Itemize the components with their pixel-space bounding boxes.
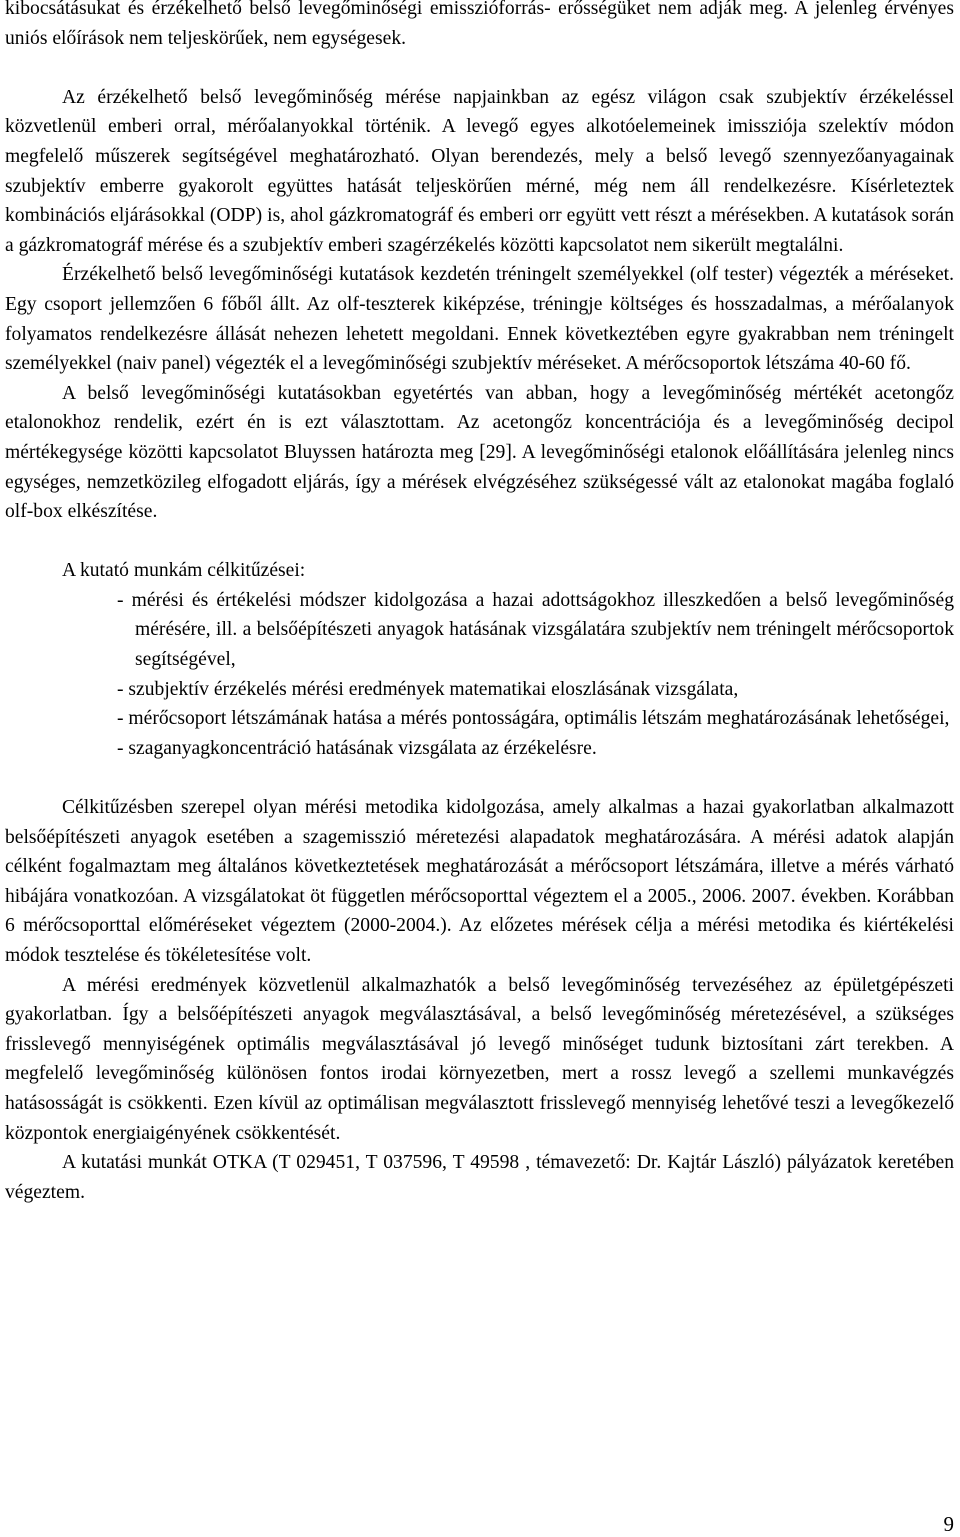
goals-heading: A kutató munkám célkitűzései: bbox=[62, 560, 306, 582]
paragraph-objectives: Célkitűzésben szerepel olyan mérési metodika kidolgozása, amely alkalmas a hazai gyakorlatban alkalmazott belsőépítészeti anyagok esetében a szagemisszió méretezési alapadatok meghatározására. A mérési adatok alapján célként fogalmaztam meg általános következtetések meghatározását a mérőcsoport létszámára, illetve a mérés várható hibájára vonatkozóan. A vizsgálatokat öt független mérőcsoporttal végeztem el a 2005., 2006. 2007. években. Korábban 6 mérőcsoporttal előméréseket végeztem (2000-2004.). Az előzetes mérések célja a mérési metodika és kiértékelési módok tesztelése és tökéletesítése volt. bbox=[5, 797, 954, 966]
paragraph-acetone-reference: A belső levegőminőségi kutatásokban egyetértés van abban, hogy a levegőminőség mértékét acetongőz etalonokhoz rendelik, ezért én is ezt választottam. Az acetongőz koncentrációja és a levegőminőség decipol mértékegysége közötti kapcsolatot Bluyssen határozta meg [29]. A levegőminőségi etalonok előállítására jelenleg nincs egységes, nemzetközileg elfogadott eljárás, így a mérések elvégzéséhez szükségessé vált az etalonokat magába foglaló olf-box elkészítése. bbox=[5, 382, 954, 523]
paragraph-funding: A kutatási munkát OTKA (T 029451, T 037596, T 49598 , témavezető: Dr. Kajtár László) pályázatok keretében végeztem. bbox=[5, 1152, 954, 1203]
goals-list-item: - mérési és értékelési módszer kidolgozása a hazai adottságokhoz illeszkedően a belső levegőminőség mérésére, ill. a belsőépítészeti anyagok hatásának vizsgálatára szubjektív nem tréningelt mérőcsoportok segítségével, bbox=[117, 589, 954, 671]
goals-list-item: - szubjektív érzékelés mérési eredmények matematikai eloszlásának vizsgálata, bbox=[117, 678, 739, 700]
spacer bbox=[5, 527, 954, 557]
page-number: 9 bbox=[943, 1512, 954, 1536]
paragraph-trained-panels: Érzékelhető belső levegőminőségi kutatások kezdetén tréningelt személyekkel (olf tester) végezték a méréseket. Egy csoport jellemzően 6 főből állt. Az olf-teszterek kiképzése, tréningje költséges és hosszadalmas, a mérőalanyok folyamatos rendelkezésre állását nehezen lehetett megoldani. Ennek következtében egyre gyakrabban nem tréningelt személyekkel (naiv panel) végezték el a levegőminőségi szubjektív méréseket. A mérőcsoportok létszáma 40-60 fő. bbox=[5, 264, 954, 375]
paragraph-continuation: kibocsátásukat és érzékelhető belső levegőminőségi emisszióforrás- erősségüket nem adják meg. A jelenleg érvényes uniós előírások nem teljeskörűek, nem egységesek. bbox=[5, 0, 954, 49]
paragraph-applications: A mérési eredmények közvetlenül alkalmazhatók a belső levegőminőség tervezéséhez az épületgépészeti gyakorlatban. Így a belsőépítészeti anyagok megválasztásával, a belső levegőminőség méretezésével, a szükséges frisslevegő mennyiségének optimális megválasztásával jó levegő minőséget tudunk biztosítani zárt terekben. A megfelelő levegőminőség különösen fontos irodai környezetben, mert a rossz levegő a szellemi munkavégzés hatásosságát is csökkenti. Ezen kívül az optimálisan megválasztott frisslevegő mennyiség lehetővé teszi a levegőkezelő központok energiaigényének csökkentését. bbox=[5, 974, 954, 1144]
spacer bbox=[5, 763, 954, 793]
goals-list bbox=[5, 586, 954, 764]
document-page bbox=[5, 0, 954, 1207]
goals-list-item: - szaganyagkoncentráció hatásának vizsgálata az érzékelésre. bbox=[117, 737, 597, 759]
goals-list-item: - mérőcsoport létszámának hatása a mérés pontosságára, optimális létszám meghatározásának lehetőségei, bbox=[117, 708, 950, 730]
spacer bbox=[5, 53, 954, 83]
paragraph-perceived-air-quality: Az érzékelhető belső levegőminőség mérése napjainkban az egész világon csak szubjektív érzékeléssel közvetlenül emberi orral, mérőalanyokkal történik. A levegő egyes alkotóelemeinek imissziója szelektív módon megfelelő műszerek segítségével meghatározható. Olyan berendezés, mely a belső levegő szennyezőanyagainak szubjektív emberre gyakorolt együttes hatását teljeskörűen mérné, még nem áll rendelkezésre. Kísérleteztek kombinációs eljárásokkal (ODP) is, ahol gázkromatográf és emberi orr együtt vett részt a mérésekben. A kutatások során a gázkromatográf mérése és a szubjektív emberi szagérzékelés közötti kapcsolatot nem sikerült megtalálni. bbox=[5, 86, 954, 256]
